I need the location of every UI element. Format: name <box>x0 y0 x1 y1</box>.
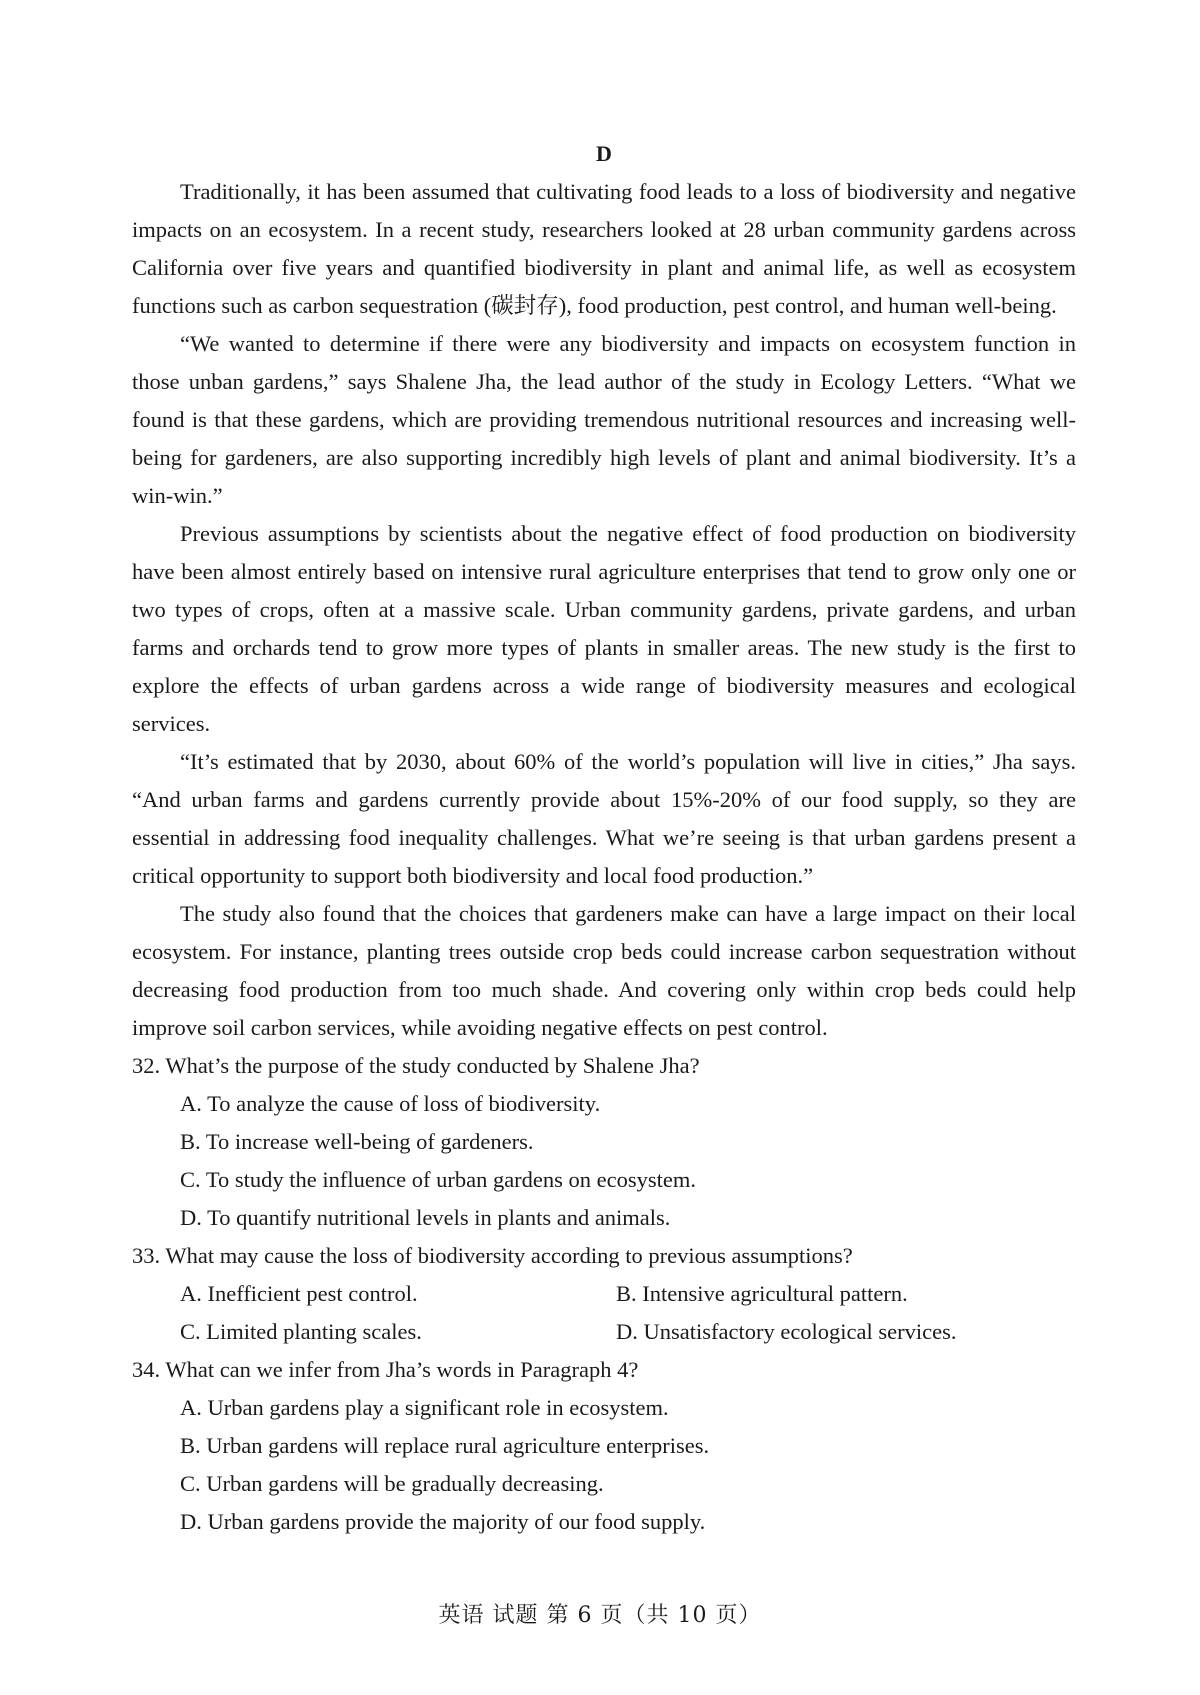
passage-paragraph-4: “It’s estimated that by 2030, about 60% of the world’s population will live in cities,” Jha says. “And urban farms and gardens currently provide about 15%-20% of our food supply, so they are essential in addressing food inequality challenges. What we’re seeing is that urban gardens present a critical opportunity to support both biodiversity and local food production.” <box>132 749 1076 888</box>
question-stem: 34. What can we infer from Jha’s words in Paragraph 4? <box>132 1357 639 1382</box>
option-d: D. Urban gardens provide the majority of our food supply. <box>180 1509 706 1534</box>
page-footer: 英语 试题 第 6 页（共 10 页） <box>438 1603 762 1628</box>
passage-paragraph-2: “We wanted to determine if there were any biodiversity and impacts on ecosystem function in those unban gardens,” says Shalene Jha, the lead author of the study in Ecology Letters. “What we found is that these gardens, which are providing tremendous nutritional resources and increasing well-being for gardeners, are also supporting incredibly high levels of plant and animal biodiversity. It’s a win-win.” <box>132 331 1076 508</box>
question-stem: 32. What’s the purpose of the study conducted by Shalene Jha? <box>132 1053 700 1078</box>
option-a: A. Inefficient pest control. <box>180 1281 418 1306</box>
option-d: D. To quantify nutritional levels in plants and animals. <box>180 1205 671 1230</box>
option-b: B. Urban gardens will replace rural agriculture enterprises. <box>180 1433 710 1458</box>
option-c: C. Urban gardens will be gradually decreasing. <box>180 1471 604 1496</box>
question-32 <box>132 1047 1076 1237</box>
option-a: A. To analyze the cause of loss of biodiversity. <box>180 1091 601 1116</box>
option-row-2 <box>180 1313 1076 1351</box>
option-b: B. Intensive agricultural pattern. <box>616 1281 908 1306</box>
question-stem: 33. What may cause the loss of biodiversity according to previous assumptions? <box>132 1243 853 1268</box>
passage-paragraph-3: Previous assumptions by scientists about the negative effect of food production on biodiversity have been almost entirely based on intensive rural agriculture enterprises that tend to grow only one or two types of crops, often at a massive scale. Urban community gardens, private gardens, and urban farms and orchards tend to grow more types of plants in smaller areas. The new study is the first to explore the effects of urban gardens across a wide range of biodiversity measures and ecological services. <box>132 521 1076 736</box>
exam-page <box>132 135 1076 1541</box>
question-33 <box>132 1237 1076 1351</box>
option-a: A. Urban gardens play a significant role in ecosystem. <box>180 1395 669 1420</box>
reading-passage <box>132 173 1076 1047</box>
passage-paragraph-5: The study also found that the choices that gardeners make can have a large impact on their local ecosystem. For instance, planting trees outside crop beds could increase carbon sequestration without decreasing food production from too much shade. And covering only within crop beds could help improve soil carbon services, while avoiding negative effects on pest control. <box>132 901 1076 1040</box>
question-34 <box>132 1351 1076 1541</box>
option-c: C. Limited planting scales. <box>180 1319 422 1344</box>
option-d: D. Unsatisfactory ecological services. <box>616 1319 957 1344</box>
option-row-1 <box>180 1275 1076 1313</box>
passage-paragraph-1: Traditionally, it has been assumed that cultivating food leads to a loss of biodiversity and negative impacts on an ecosystem. In a recent study, researchers looked at 28 urban community gardens across California over five years and quantified biodiversity in plant and animal life, as well as ecosystem functions such as carbon sequestration (碳封存), food production, pest control, and human well-being. <box>132 179 1076 318</box>
option-b: B. To increase well-being of gardeners. <box>180 1129 534 1154</box>
section-title: D <box>596 141 612 166</box>
option-c: C. To study the influence of urban gardens on ecosystem. <box>180 1167 697 1192</box>
